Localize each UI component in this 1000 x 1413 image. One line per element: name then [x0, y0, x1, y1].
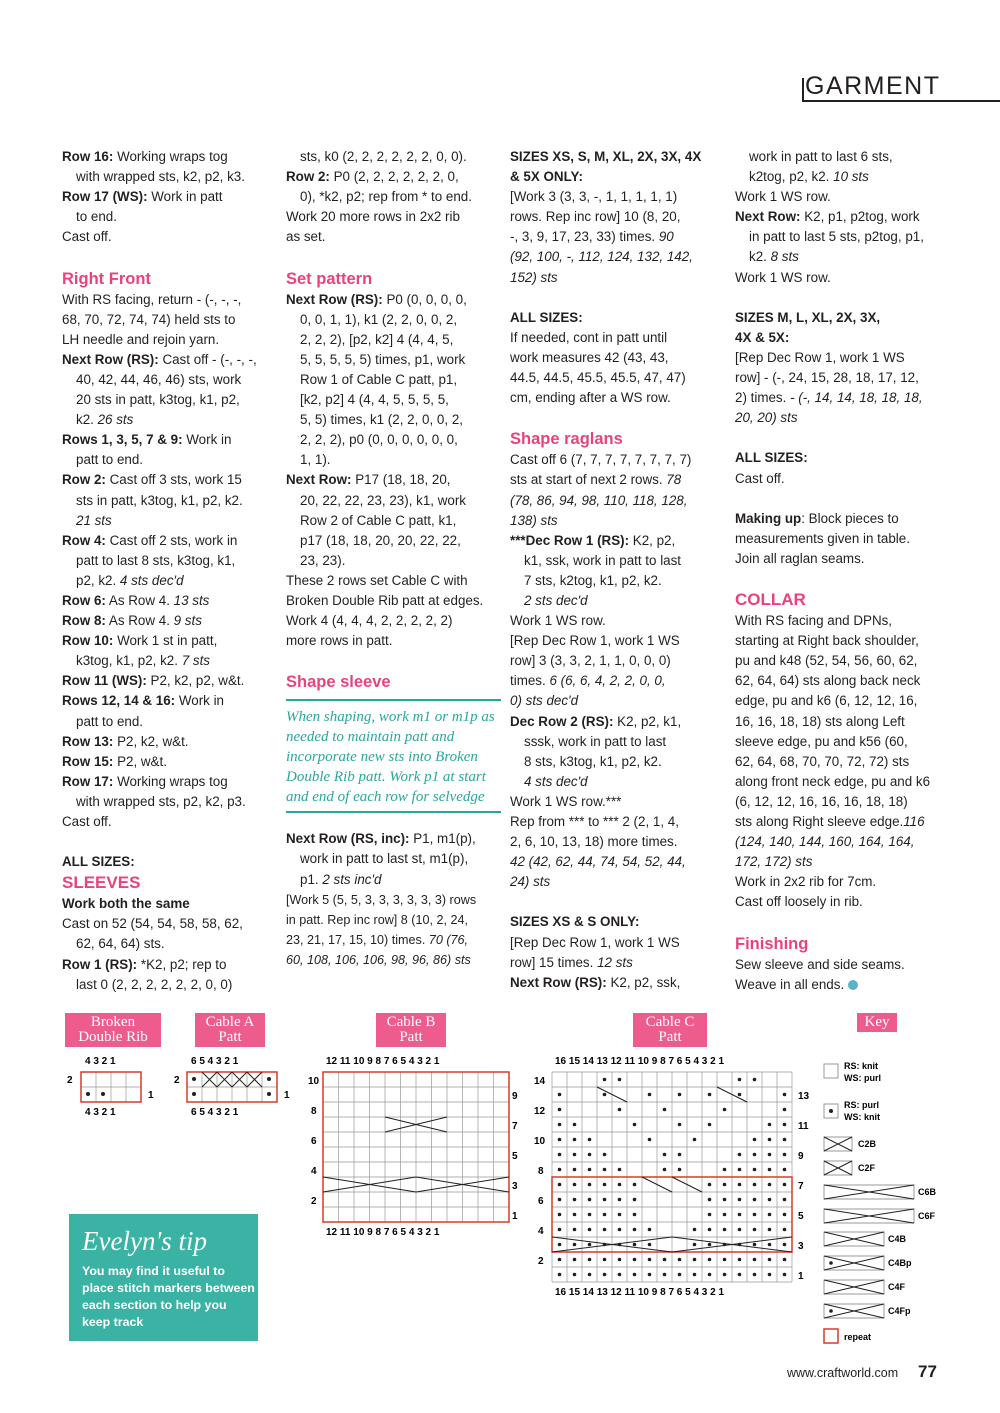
heading-right-front: Right Front	[62, 269, 151, 288]
svg-text:12: 12	[534, 1106, 546, 1117]
svg-text:5: 5	[512, 1151, 518, 1162]
svg-text:14: 14	[534, 1076, 546, 1087]
chart-cable-c	[530, 1052, 820, 1302]
svg-text:16 15 14 13 12 11 10 9 8 7 6 5: 16 15 14 13 12 11 10 9 8 7 6 5 4 3 2 1	[555, 1056, 725, 1067]
svg-text:C4F: C4F	[888, 1282, 906, 1292]
svg-text:6 5 4 3 2 1: 6 5 4 3 2 1	[191, 1107, 239, 1118]
svg-text:16 15 14 13 12 11 10 9 8 7 6 5: 16 15 14 13 12 11 10 9 8 7 6 5 4 3 2 1	[555, 1287, 725, 1298]
svg-text:WS: knit: WS: knit	[844, 1112, 880, 1122]
heading-collar: COLLAR	[735, 590, 806, 610]
footer-url: www.craftworld.com	[787, 1366, 899, 1380]
svg-text:2: 2	[67, 1075, 73, 1086]
svg-text:12 11 10 9 8 7 6 5 4 3 2 1: 12 11 10 9 8 7 6 5 4 3 2 1	[326, 1227, 440, 1238]
svg-text:WS: purl: WS: purl	[844, 1073, 881, 1083]
svg-text:6: 6	[538, 1196, 544, 1207]
chart-broken-double-rib	[62, 1052, 172, 1122]
svg-text:C2F: C2F	[858, 1163, 876, 1173]
label-key: Key	[857, 1013, 897, 1032]
column-2: sts, k0 (2, 2, 2, 2, 2, 2, 0, 0). Row 2: P0 (2, 2, 2, 2, 2, 2, 0, 0), *k2, p2; rep from * to end. Work 20 more rows in 2x2 rib as set. Set pattern Next Row (RS): P0 (0, 0, 0, 0, 0, 0, 1, 1), k1 (2, 2, 0, 0, 2, 2, 2, 2), [p2, k2] 4 (4, 4, 5, 5, 5, 5, 5, 5) times, p1, work Row 1 of Cable C patt, p1, [k2, p2] 4 (4, 4, 5, 5, 5, 5, 5, 5) times, k1 (2, 2, 0, 0, 2, 2, 2, 2), p0 (0, 0, 0, 0, 0, 0, 1, 1). Next Row: P17 (18, 18, 20, 20, 22, 22, 23, 23), k1, work Row 2 of Cable C patt, k1, p17 (18, 18, 20, 20, 22, 22, 23, 23). These 2 rows set Cable C with Broken Double Rib patt at edges. Work 4 (4, 4, 4, 2, 2, 2, 2, 2) more rows in patt. Shape sleeve When shaping, work m1 or m1p as needed to maintain patt and incorporate new sts into Broken Double Rib patt. Work p1 at start and end of each row for selvedge Next Row (RS, inc): P1, m1(p), work in patt to last st, m1(p), p1. 2 sts inc'd [Work 5 (5, 5, 3, 3, 3, 3, 3, 3) rows in patt. Rep inc row] 8 (10, 2, 24, 23, 21, 17, 15, 10) times. 70 (76, 60, 108, 106, 106, 98, 96, 86) sts	[286, 147, 501, 970]
svg-text:8: 8	[311, 1106, 317, 1117]
chart-cable-b	[305, 1052, 525, 1242]
svg-text:12 11 10 9 8 7 6 5 4 3 2 1: 12 11 10 9 8 7 6 5 4 3 2 1	[326, 1056, 440, 1067]
svg-text:7: 7	[798, 1181, 804, 1192]
svg-text:C4B: C4B	[888, 1234, 907, 1244]
svg-text:11: 11	[798, 1121, 809, 1132]
evelyns-tip-box	[69, 1214, 258, 1341]
svg-text:7: 7	[512, 1121, 518, 1132]
svg-text:1: 1	[284, 1090, 290, 1101]
svg-text:3: 3	[512, 1181, 518, 1192]
svg-text:RS: knit: RS: knit	[844, 1061, 879, 1071]
heading-shape-raglans: Shape raglans	[510, 430, 623, 449]
svg-text:4 3 2 1: 4 3 2 1	[85, 1107, 116, 1118]
svg-text:C2B: C2B	[858, 1139, 877, 1149]
svg-text:4: 4	[538, 1226, 544, 1237]
tip-body: You may find it useful to place stitch markers between each section to help you keep track	[82, 1264, 255, 1329]
svg-text:5: 5	[798, 1211, 804, 1222]
svg-text:6 5 4 3 2 1: 6 5 4 3 2 1	[191, 1056, 239, 1067]
svg-text:1: 1	[798, 1271, 804, 1282]
svg-text:1: 1	[512, 1211, 518, 1222]
svg-text:RS: purl: RS: purl	[844, 1100, 879, 1110]
svg-text:8: 8	[538, 1166, 544, 1177]
yarn-ball-icon	[848, 980, 858, 990]
svg-text:1: 1	[148, 1090, 154, 1101]
svg-text:C6B: C6B	[918, 1187, 937, 1197]
label-broken-double-rib: Broken Double Rib	[65, 1013, 161, 1047]
column-1: Row 16: Working wraps tog with wrapped sts, k2, p2, k3. Row 17 (WS): Work in patt to end. Cast off. Right Front With RS facing, return - (-, -, -, 68, 70, 72, 74, 74) held sts to LH needle and rejoin yarn. Next Row (RS): Cast off - (-, -, -, 40, 42, 44, 46, 46) sts, work 20 sts in patt, k3tog, k1, p2, k2. 26 sts Rows 1, 3, 5, 7 & 9: Work in patt to end. Row 2: Cast off 3 sts, work 15 sts in patt, k3tog, k1, p2, k2. 21 sts Row 4: Cast off 2 sts, work in patt to last 8 sts, k3tog, k1, p2, k2. 4 sts dec'd Row 6: As Row 4. 13 sts Row 8: As Row 4. 9 sts Row 10: Work 1 st in patt, k3tog, k1, p2, k2. 7 sts Row 11 (WS): P2, k2, p2, w&t. Rows 12, 14 & 16: Work in patt to end. Row 13: P2, k2, w&t. Row 15: P2, w&t. Row 17: Working wraps tog with wrapped sts, p2, k2, p3. Cast off. ALL SIZES: SLEEVES Work both the same Cast on 52 (54, 54, 58, 58, 62, 62, 64, 64) sts. Row 1 (RS): *K2, p2; rep to last 0 (2, 2, 2, 2, 2, 2, 0, 0)	[62, 147, 277, 995]
svg-text:C4Fp: C4Fp	[888, 1306, 911, 1316]
header-rule	[802, 100, 1000, 102]
chart-cable-a	[170, 1052, 290, 1122]
label-cable-a: Cable A Patt	[195, 1013, 265, 1047]
svg-text:9: 9	[512, 1091, 518, 1102]
svg-text:4 3 2 1: 4 3 2 1	[85, 1056, 116, 1067]
svg-text:2: 2	[311, 1196, 317, 1207]
svg-text:6: 6	[311, 1136, 317, 1147]
column-3: SIZES XS, S, M, XL, 2X, 3X, 4X & 5X ONLY: [Work 3 (3, 3, -, 1, 1, 1, 1, 1) rows. Rep inc row] 10 (8, 20, -, 3, 9, 17, 23, 33) times. 90 (92, 100, -, 112, 124, 132, 142, 152) sts ALL SIZES: If needed, cont in patt until work measures 42 (43, 43, 44.5, 44.5, 45.5, 45.5, 47, 47) cm, ending after a WS row. Shape raglans Cast off 6 (7, 7, 7, 7, 7, 7, 7, 7) sts at start of next 2 rows. 78 (78, 86, 94, 98, 110, 118, 128, 138) sts ***Dec Row 1 (RS): K2, p2, k1, ssk, work in patt to last 7 sts, k2tog, k1, p2, k2. 2 sts dec'd Work 1 WS row. [Rep Dec Row 1, work 1 WS row] 3 (3, 3, 2, 1, 1, 0, 0, 0) times. 6 (6, 6, 4, 2, 2, 0, 0, 0) sts dec'd Dec Row 2 (RS): K2, p2, k1, sssk, work in patt to last 8 sts, k3tog, k1, p2, k2. 4 sts dec'd Work 1 WS row.*** Rep from *** to *** 2 (2, 1, 4, 2, 6, 10, 13, 18) more times. 42 (42, 62, 44, 74, 54, 52, 44, 24) sts SIZES XS & S ONLY: [Rep Dec Row 1, work 1 WS row] 15 times. 12 sts Next Row (RS): K2, p2, ssk,	[510, 147, 725, 993]
svg-text:C4Bp: C4Bp	[888, 1258, 912, 1268]
svg-text:2: 2	[174, 1075, 180, 1086]
heading-sleeves: SLEEVES	[62, 873, 141, 893]
svg-text:13: 13	[798, 1091, 810, 1102]
svg-text:10: 10	[534, 1136, 546, 1147]
svg-text:2: 2	[538, 1256, 544, 1267]
section-label: GARMENT	[805, 72, 941, 100]
label-cable-c: Cable C Patt	[633, 1013, 707, 1047]
svg-text:10: 10	[308, 1076, 320, 1087]
svg-text:repeat: repeat	[844, 1332, 872, 1342]
heading-finishing: Finishing	[735, 934, 809, 953]
svg-text:9: 9	[798, 1151, 804, 1162]
shaping-tip: When shaping, work m1 or m1p as needed to maintain patt and incorporate new sts into Broken Double Rib patt. Work p1 at start and end of each row for selvedge	[286, 699, 501, 813]
chart-key	[820, 1058, 950, 1348]
heading-set-pattern: Set pattern	[286, 269, 373, 288]
page-number: 77	[918, 1362, 937, 1381]
heading-shape-sleeve: Shape sleeve	[286, 673, 391, 692]
svg-text:C6F: C6F	[918, 1211, 936, 1221]
header-rule-tick	[802, 78, 804, 102]
svg-text:4: 4	[311, 1166, 317, 1177]
tip-title: Evelyn's tip	[82, 1226, 207, 1256]
column-4: work in patt to last 6 sts, k2tog, p2, k2. 10 sts Work 1 WS row. Next Row: K2, p1, p2tog, work in patt to last 5 sts, p2tog, p1, k2. 8 sts Work 1 WS row. SIZES M, L, XL, 2X, 3X, 4X & 5X: [Rep Dec Row 1, work 1 WS row] - (-, 24, 15, 28, 18, 17, 12, 2) times. - (-, 14, 14, 18, 18, 18, 20, 20) sts ALL SIZES: Cast off. Making up: Block pieces to measurements given in table. Join all raglan seams. COLLAR With RS facing and DPNs, starting at Right back shoulder, pu and k48 (52, 54, 56, 60, 62, 62, 64, 64) sts along back neck edge, pu and k6 (6, 12, 12, 16, 16, 16, 18, 18) sts along Left sleeve edge, pu and k56 (60, 62, 64, 68, 70, 70, 72, 72) sts along front neck edge, pu and k6 (6, 12, 12, 16, 16, 16, 18, 18) sts along Right sleeve edge.116 (124, 140, 144, 160, 164, 164, 172, 172) sts Work in 2x2 rib for 7cm. Cast off loosely in rib. Finishing Sew sleeve and side seams. Weave in all ends.	[735, 147, 950, 995]
svg-text:3: 3	[798, 1241, 804, 1252]
label-cable-b: Cable B Patt	[376, 1013, 446, 1047]
